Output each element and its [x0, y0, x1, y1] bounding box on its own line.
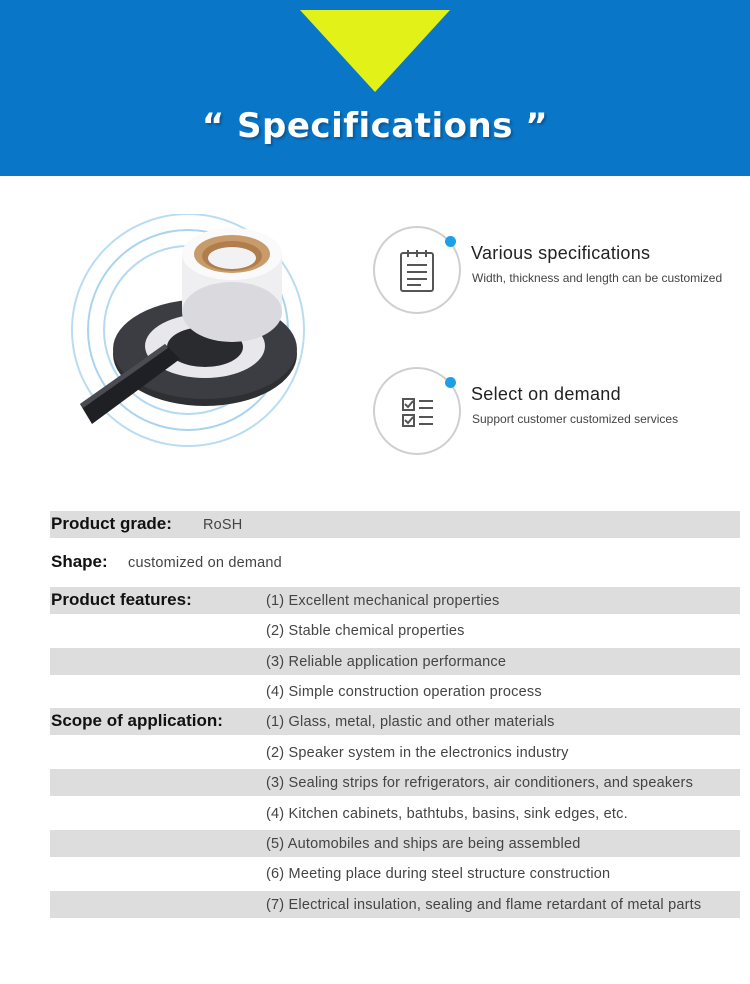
spec-value: customized on demand	[128, 555, 282, 571]
feature-subtitle: Width, thickness and length can be customized	[472, 271, 723, 285]
list-item: (3) Reliable application performance	[266, 654, 507, 670]
spec-row-features	[50, 617, 740, 644]
feature-title: Various specifications	[471, 243, 651, 263]
spec-row-features	[50, 648, 740, 675]
spec-row-features	[50, 587, 740, 614]
list-item: (2) Stable chemical properties	[266, 623, 465, 639]
spec-row-scope	[50, 769, 740, 796]
spec-label: Shape:	[51, 552, 108, 571]
spec-row-features	[50, 678, 740, 705]
feature-various-specifications	[373, 226, 750, 316]
header-banner	[0, 0, 750, 176]
accent-dot	[445, 377, 456, 388]
spec-value: RoSH	[203, 517, 243, 533]
feature-title: Select on demand	[471, 384, 621, 404]
triangle-decoration-icon	[300, 0, 450, 100]
spec-label: Scope of application:	[51, 711, 223, 730]
spec-row-scope	[50, 891, 740, 918]
spec-row-scope	[50, 830, 740, 857]
spec-row-shape	[50, 549, 740, 576]
page-title: “ Specifications ”	[201, 106, 549, 146]
checklist-icon	[397, 391, 439, 435]
list-item: (2) Speaker system in the electronics industry	[266, 745, 569, 761]
list-item: (1) Glass, metal, plastic and other materials	[266, 714, 555, 730]
list-item: (7) Electrical insulation, sealing and flame retardant of metal parts	[266, 897, 702, 913]
spec-row-scope	[50, 860, 740, 887]
tape-roll-image	[70, 214, 320, 464]
list-item: (1) Excellent mechanical properties	[266, 593, 500, 609]
accent-dot	[445, 236, 456, 247]
spec-label: Product grade:	[51, 514, 172, 533]
feature-subtitle: Support customer customized services	[472, 412, 679, 426]
list-item: (4) Simple construction operation process	[266, 684, 542, 700]
spec-row-grade	[50, 511, 740, 538]
spec-row-scope	[50, 739, 740, 766]
list-item: (3) Sealing strips for refrigerators, air conditioners, and speakers	[266, 775, 694, 791]
list-item: (4) Kitchen cabinets, bathtubs, basins, sink edges, etc.	[266, 806, 628, 822]
document-list-icon	[397, 250, 439, 294]
list-item: (6) Meeting place during steel structure construction	[266, 866, 611, 882]
spec-row-scope	[50, 708, 740, 735]
spec-label: Product features:	[51, 590, 192, 609]
spec-row-scope	[50, 800, 740, 827]
list-item: (5) Automobiles and ships are being assembled	[266, 836, 581, 852]
feature-select-on-demand	[373, 367, 750, 457]
